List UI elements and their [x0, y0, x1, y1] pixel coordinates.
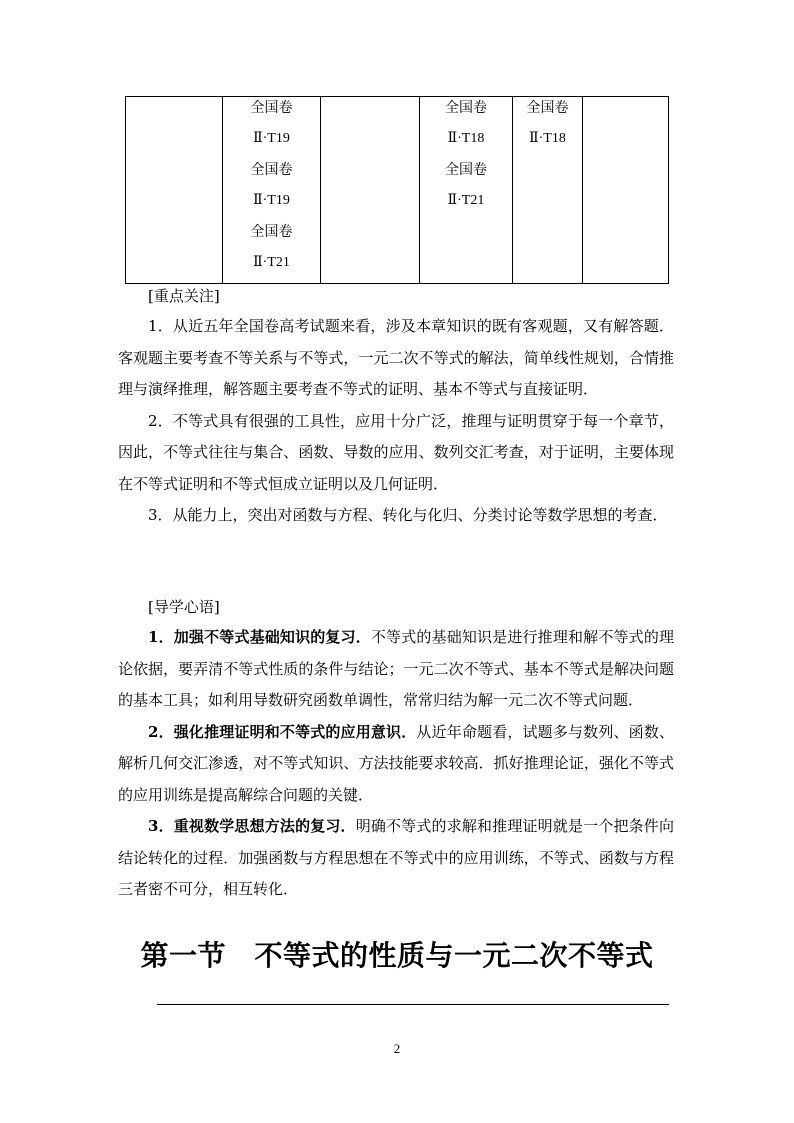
title-divider: [157, 1004, 669, 1005]
guide-item-2-lead: 2．强化推理证明和不等式的应用意识．: [148, 722, 417, 741]
table-cell: [513, 97, 583, 284]
exam-question-code: Ⅱ·T21: [447, 193, 485, 208]
exam-question-code: Ⅱ·T19: [253, 131, 290, 146]
table-cell: [223, 97, 321, 284]
guide-item-3-text: 明确不等式的求解和推理证明就是一个把条件向结论转化的过程．加强函数与方程思想在不等式中的应用训练，不等式、函数与方程三者密不可分，相互转化．: [118, 817, 674, 898]
table-cell: [583, 97, 669, 284]
exam-paper-label: 全国卷: [445, 100, 487, 116]
exam-table: [125, 96, 669, 284]
page-number: 2: [393, 1041, 401, 1056]
exam-paper-label: 全国卷: [526, 100, 569, 116]
guide-item-1: [118, 622, 674, 717]
exam-paper-label: 全国卷: [250, 224, 293, 240]
focus-heading: [重点关注]: [148, 287, 220, 305]
table-cell: [321, 97, 420, 284]
focus-paragraph-3: 3．从能力上，突出对函数与方程、转化与化归、分类讨论等数学思想的考查．: [148, 506, 668, 524]
exam-paper-label: 全国卷: [445, 162, 487, 178]
exam-question-code: Ⅱ·T18: [447, 131, 485, 146]
guide-item-3-lead: 3．重视数学思想方法的复习．: [148, 817, 356, 835]
exam-paper-label: 全国卷: [250, 100, 293, 116]
exam-question-code: Ⅱ·T21: [253, 255, 290, 270]
exam-question-code: Ⅱ·T18: [529, 131, 566, 146]
section-title: 第一节 不等式的性质与一元二次不等式: [140, 939, 654, 972]
focus-section: [118, 311, 674, 532]
guide-item-1-lead: 1．加强不等式基础知识的复习．: [148, 628, 371, 646]
exam-paper-label: 全国卷: [250, 162, 293, 178]
guide-heading: [导学心语]: [148, 598, 220, 616]
guide-item-1-text: 不等式的基础知识是进行推理和解不等式的理论依据，要弄清不等式性质的条件与结论；一元二次不等式、基本不等式是解决问题的基本工具；如利用导数研究函数单调性，常常归结为解一元二次不等式问题．: [118, 628, 674, 709]
focus-paragraph-1: 1．从近五年全国卷高考试题来看，涉及本章知识的既有客观题，又有解答题．客观题主要考查不等关系与不等式，一元二次不等式的解法，简单线性规划，合情推理与演绎推理，解答题主要考查不等式的证明、基本不等式与直接证明．: [118, 317, 674, 398]
table-cell: [126, 97, 223, 284]
guide-section: [118, 622, 674, 906]
guide-item-2-text: 从近年命题看，试题多与数列、函数、解析几何交汇渗透，对不等式知识、方法技能要求较高．抓好推理论证，强化不等式的应用训练是提高解综合问题的关键．: [118, 722, 674, 804]
guide-item-2: [118, 717, 674, 812]
exam-question-code: Ⅱ·T19: [253, 193, 290, 208]
table-cell: [420, 97, 513, 284]
focus-paragraph-2: 2．不等式具有很强的工具性，应用十分广泛，推理与证明贯穿于每一个章节，因此，不等式往往与集合、函数、导数的应用、数列交汇考查，对于证明，主要体现在不等式证明和不等式恒成立证明以及几何证明．: [118, 411, 674, 493]
guide-item-3: [118, 811, 674, 906]
table-row: [126, 97, 669, 284]
